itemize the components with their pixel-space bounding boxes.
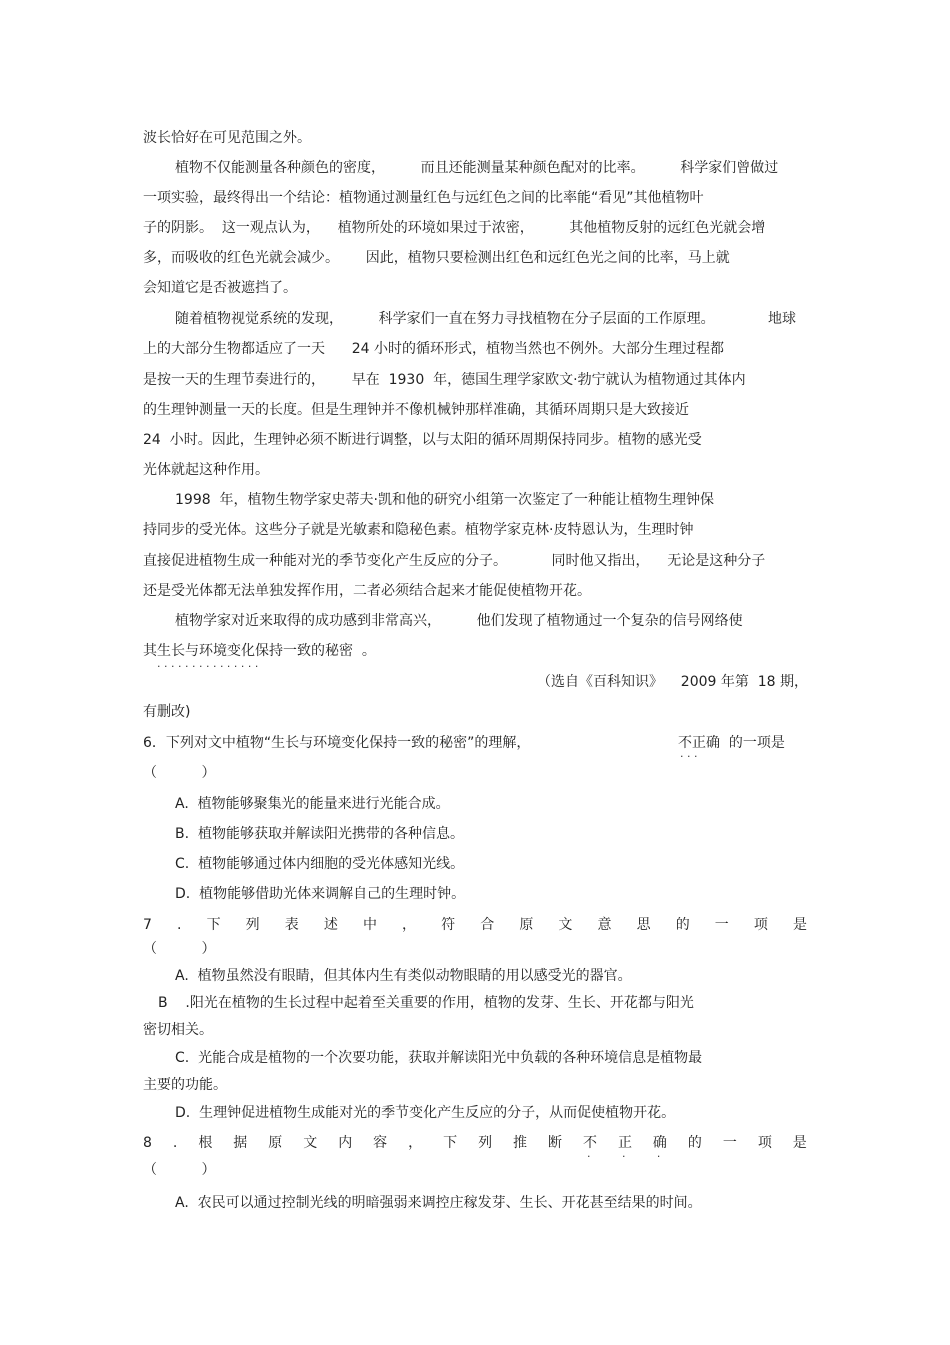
stem-char: 项: [753, 917, 768, 933]
stem-char: 不 ·: [583, 1133, 597, 1153]
stem-char: 下: [206, 917, 221, 933]
text-line: 多，而吸收的红色光就会减少。 因此，植物只要检测出红色和远红色光之间的比率，马上就: [143, 250, 730, 266]
stem-char: 一: [714, 917, 729, 933]
stem-char: 下: [443, 1135, 458, 1151]
stem-char: 述: [323, 917, 338, 933]
stem-char: 意: [597, 917, 612, 933]
stem-char: 中: [362, 917, 377, 933]
question-7-stem: [143, 915, 807, 935]
stem-char: 一: [722, 1135, 737, 1151]
stem-char: 确 ·: [653, 1133, 667, 1153]
stem-char: 断: [548, 1135, 562, 1151]
option-b: B .阳光在植物的生长过程中起着至关重要的作用，植物的发芽、生长、开花都与阳光: [158, 995, 694, 1011]
text-line: 还是受光体都无法单独发挥作用，二者必须结合起来才能促使植物开花。: [143, 583, 591, 599]
text-line: 1998 年，植物生物学家史蒂夫·凯和他的研究小组第一次鉴定了一种能让植物生理钟保: [175, 492, 714, 508]
text-line: 会知道它是否被遮挡了。: [143, 280, 297, 296]
stem-char: 根: [198, 1135, 213, 1151]
stem-char: 是: [792, 917, 807, 933]
text-span: [720, 735, 729, 751]
question-6-stem: 6．下列对文中植物“生长与环境变化保持一致的秘密”的理解，: [143, 735, 531, 751]
stem-char: 项: [757, 1135, 772, 1151]
question-6-emph-wrap: [678, 733, 785, 753]
option-a: A. 农民可以通过控制光线的明暗强弱来调控庄稼发芽、生长、开花甚至结果的时间。: [175, 1195, 702, 1211]
option-b-cont: 密切相关。: [143, 1022, 213, 1038]
option-a: A. 植物虽然没有眼睛，但其体内生有类似动物眼睛的用以感受光的器官。: [175, 968, 632, 984]
text-line: 持同步的受光体。这些分子就是光敏素和隐秘色素。植物学家克林·皮特恩认为，生理时钟: [143, 522, 694, 538]
question-8-stem: [143, 1133, 807, 1153]
stem-char: 的: [687, 1135, 702, 1151]
text-line: 波长恰好在可见范围之外。: [143, 130, 311, 146]
text-line: 一项实验，最终得出一个结论：植物通过测量红色与远红色之间的比率能“看见”其他植物叶: [143, 190, 704, 206]
option-b: B. 植物能够获取并解读阳光携带的各种信息。: [175, 826, 464, 842]
stem-char: 列: [245, 917, 260, 933]
text-line: 子的阴影。 这一观点认为， 植物所处的环境如果过于浓密， 其他植物反射的远红色光就会增: [143, 220, 766, 236]
text-line: 上的大部分生物都适应了一天 24 小时的循环形式，植物当然也不例外。大部分生理过程都: [143, 341, 724, 357]
emphasis-line: [143, 641, 376, 661]
answer-paren: （ ）: [143, 1162, 216, 1178]
answer-paren: （ ）: [143, 765, 216, 781]
stem-char: 文: [303, 1135, 318, 1151]
stem-char: ，: [402, 917, 417, 933]
stem-char: ，: [408, 1135, 423, 1151]
source-citation-cont: 有删改): [143, 704, 191, 720]
stem-char: 内: [338, 1135, 353, 1151]
option-d: D. 生理钟促进植物生成能对光的季节变化产生反应的分子，从而促使植物开花。: [175, 1105, 676, 1121]
option-c: C. 光能合成是植物的一个次要功能，获取并解读阳光中负载的各种环境信息是植物最: [175, 1050, 703, 1066]
stem-char: 表: [284, 917, 299, 933]
stem-char: 8: [143, 1135, 152, 1151]
option-c: C. 植物能够通过体内细胞的受光体感知光线。: [175, 856, 465, 872]
text-line: 植物不仅能测量各种颜色的密度， 而且还能测量某种颜色配对的比率。 科学家们曾做过: [175, 160, 779, 176]
stem-char: 正 ·: [618, 1133, 632, 1153]
stem-char: 合: [480, 917, 495, 933]
text-line: 光体就起这种作用。: [143, 462, 269, 478]
stem-char: 原: [519, 917, 534, 933]
text-span: 。: [353, 643, 376, 659]
stem-char: 文: [558, 917, 573, 933]
text-span: 其: [143, 643, 157, 659]
stem-char: .: [177, 917, 182, 933]
text-line: 直接促进植物生成一种能对光的季节变化产生反应的分子。 同时他又指出， 无论是这种分子: [143, 553, 766, 569]
answer-paren: （ ）: [143, 941, 216, 957]
text-line: 植物学家对近来取得的成功感到非常高兴， 他们发现了植物通过一个复杂的信号网络使: [175, 613, 743, 629]
text-line: 是按一天的生理节奏进行的， 早在 1930 年，德国生理学家欧文·勃宁就认为植物通过其体内: [143, 372, 746, 388]
text-line: 的生理钟测量一天的长度。但是生理钟并不像机械钟那样准确，其循环周期只是大致接近: [143, 402, 689, 418]
source-citation: （选自《百科知识》 2009 年第 18 期，: [537, 674, 809, 690]
emphasized-phrase: 生长与环境变化保持一致的秘密 · · ·: [157, 643, 353, 659]
stem-char: 列: [478, 1135, 493, 1151]
stem-char: 思: [636, 917, 651, 933]
stem-char: 7: [143, 917, 152, 933]
emphasized-phrase: 不正确 · · ·: [678, 735, 720, 751]
stem-char: .: [172, 1135, 178, 1151]
text-span: 的一项是: [728, 735, 785, 751]
text-line: 随着植物视觉系统的发现， 科学家们一直在努力寻找植物在分子层面的工作原理。 地球: [175, 311, 797, 327]
stem-char: 推: [513, 1135, 528, 1151]
stem-char: 的: [675, 917, 690, 933]
option-c-cont: 主要的功能。: [143, 1077, 227, 1093]
option-a: A. 植物能够聚集光的能量来进行光能合成。: [175, 796, 450, 812]
stem-char: 容: [373, 1135, 388, 1151]
stem-char: 据: [233, 1135, 248, 1151]
text-line: 24 小时。因此，生理钟必须不断进行调整，以与太阳的循环周期保持同步。植物的感光受: [143, 432, 702, 448]
stem-char: 是: [792, 1135, 807, 1151]
option-d: D. 植物能够借助光体来调解自己的生理时钟。: [175, 886, 466, 902]
stem-char: 原: [268, 1135, 283, 1151]
stem-char: 符: [441, 917, 456, 933]
